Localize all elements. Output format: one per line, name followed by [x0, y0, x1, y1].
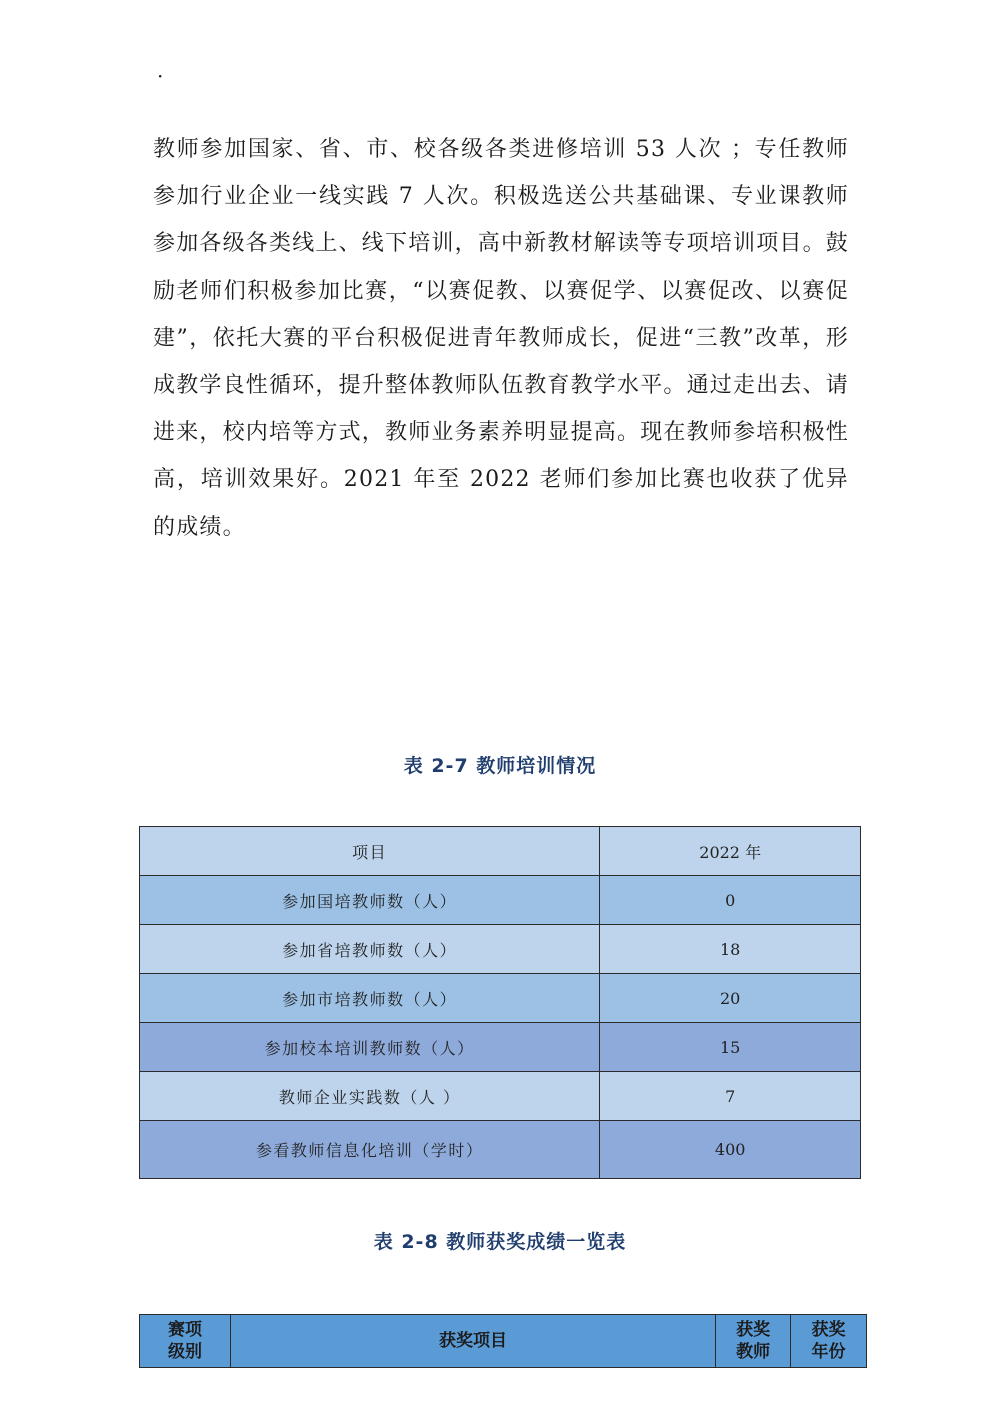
page-mark: · [157, 64, 164, 88]
row-value: 0 [600, 876, 861, 925]
row-item: 教师企业实践数（人 ） [140, 1072, 600, 1121]
body-paragraph [153, 126, 849, 551]
table-header-row [140, 827, 861, 876]
header-level: 赛项级别 [140, 1315, 231, 1368]
row-item: 参看教师信息化培训（学时） [140, 1121, 600, 1179]
header-item: 项目 [140, 827, 600, 876]
table-row [140, 1072, 861, 1121]
row-item: 参加国培教师数（人） [140, 876, 600, 925]
paragraph-text: 教师参加国家、省、市、校各级各类进修培训 53 人次 ；专任教师参加行业企业一线实践 7 人次。积极选送公共基础课、专业课教师参加各级各类线上、线下培训，高中新教材解读等专项培训项目。鼓励老师们积极参加比赛，“以赛促教、以赛促学、以赛促改、以赛促建”，依托大赛的平台积极促进青年教师成长，促进“三教”改革，形成教学良性循环，提升整体教师队伍教育教学水平。通过走出去、请进来，校内培等方式，教师业务素养明显提高。现在教师参培积极性高，培训效果好。2021 年至 2022 老师们参加比赛也收获了优异的成绩。 [153, 137, 850, 540]
table-row [140, 1023, 861, 1072]
header-year: 2022 年 [600, 827, 861, 876]
row-item: 参加市培教师数（人） [140, 974, 600, 1023]
header-project: 获奖项目 [230, 1315, 715, 1368]
table-2-8-caption: 表 2-8 教师获奖成绩一览表 [373, 1231, 627, 1253]
row-value: 20 [600, 974, 861, 1023]
row-value: 400 [600, 1121, 861, 1179]
table-row [140, 876, 861, 925]
row-value: 18 [600, 925, 861, 974]
table-2-7-caption: 表 2-7 教师培训情况 [403, 755, 597, 777]
teacher-training-table [139, 826, 861, 1179]
teacher-awards-table [139, 1314, 867, 1368]
header-year: 获奖年份 [791, 1315, 867, 1368]
row-value: 15 [600, 1023, 861, 1072]
table-row [140, 974, 861, 1023]
table-row [140, 925, 861, 974]
awards-header-row [140, 1315, 867, 1368]
row-item: 参加省培教师数（人） [140, 925, 600, 974]
header-teacher: 获奖教师 [716, 1315, 791, 1368]
table-row [140, 1121, 861, 1179]
row-item: 参加校本培训教师数（人） [140, 1023, 600, 1072]
row-value: 7 [600, 1072, 861, 1121]
